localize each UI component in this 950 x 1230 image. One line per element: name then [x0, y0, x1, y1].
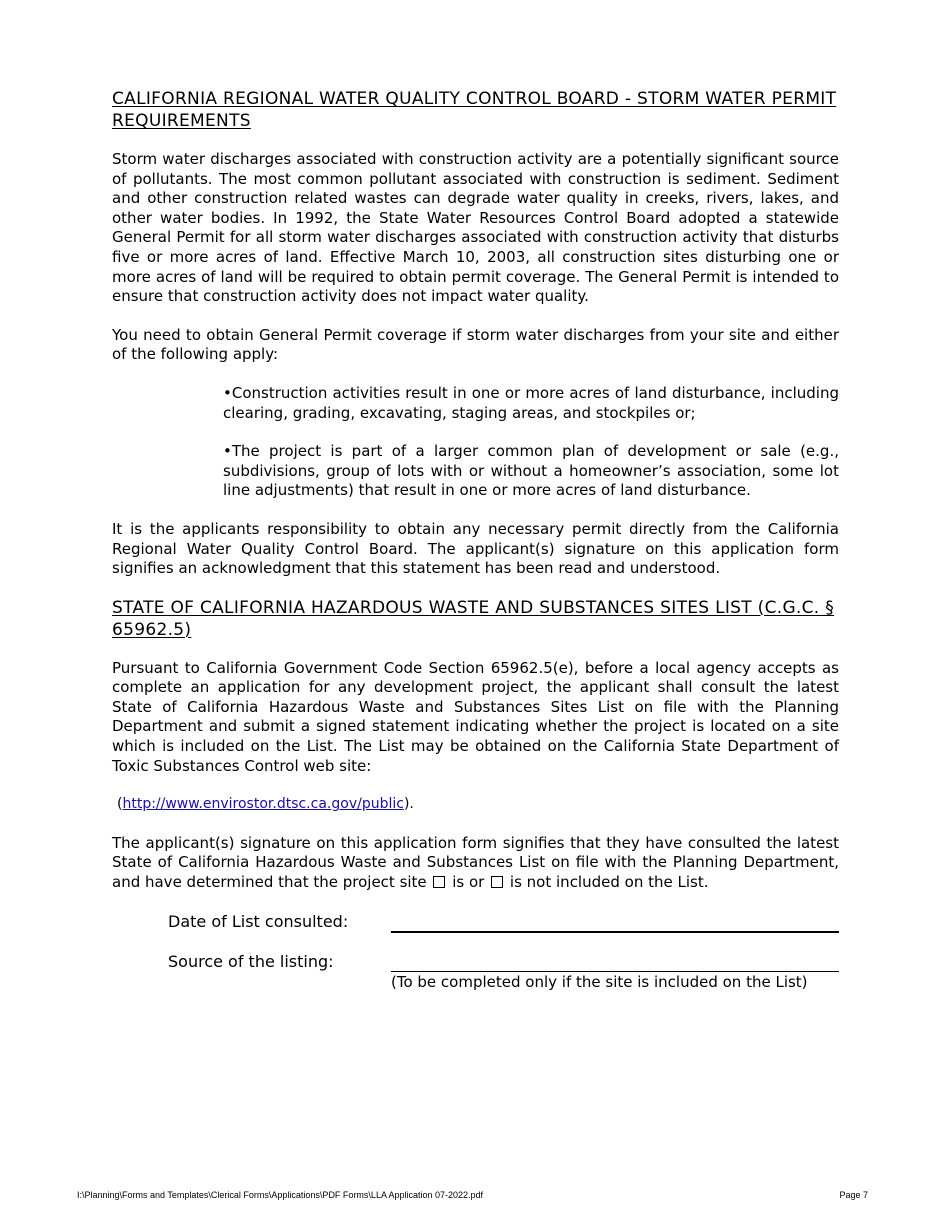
government-code-paragraph: Pursuant to California Government Code Section 65962.5(e), before a local agency accepts as complete an application for any development project, the applicant shall consult the latest State of California Hazardous Waste and Substances Sites List on file with the Planning Department and submit a signed statement indicating whether the project is located on a site which is included on the List. The List may be obtained on the California State Department of Toxic Substances Control web site: [112, 658, 839, 775]
hazardous-waste-heading: STATE OF CALIFORNIA HAZARDOUS WASTE AND SUBSTANCES SITES LIST (C.G.C. § 65962.5) [112, 597, 835, 640]
storm-water-heading: CALIFORNIA REGIONAL WATER QUALITY CONTROL BOARD - STORM WATER PERMIT REQUIREMENTS [112, 89, 837, 131]
storm-water-intro-paragraph: Storm water discharges associated with construction activity are a potentially significant source of pollutants. The most common pollutant associated with construction is sediment. Sediment and other construction related wastes can degrade water quality in creeks, rivers, lakes, and other water bodies. In 1992, the State Water Resources Control Board adopted a statewide General Permit for all storm water discharges associated with construction activity that disturbs five or more acres of land. Effective March 10, 2003, all construction sites disturbing one or more acres of land will be required to obtain permit coverage. The General Permit is intended to ensure that construction activity does not impact water quality. [112, 150, 839, 306]
listing-source-row [168, 951, 839, 991]
listing-source-label: Source of the listing: [168, 951, 334, 971]
footer-file-path: I:\Planning\Forms and Templates\Clerical Forms\Applications\PDF Forms\LLA Application 07-2022.pdf [77, 1190, 484, 1200]
permit-coverage-paragraph: You need to obtain General Permit coverage if storm water discharges from your site and either of the following apply: [112, 325, 839, 364]
criteria-item-common-plan: •The project is part of a larger common plan of development or sale (e.g., subdivisions, group of lots with or without a homeowner’s association, some lot line adjustments) that result in one or more acres of land disturbance. [223, 442, 839, 500]
envirostor-link-line [117, 795, 839, 815]
is-not-included-checkbox[interactable] [491, 876, 503, 888]
link-close-paren: ). [403, 796, 414, 813]
page-number: Page 7 [839, 1190, 868, 1200]
link-open-paren: ( [117, 796, 123, 813]
date-consulted-label: Date of List consulted: [168, 911, 349, 931]
date-consulted-row [168, 912, 839, 932]
site-determination-paragraph [112, 834, 839, 893]
determination-text-end: included on the List. [556, 873, 709, 892]
criteria-item-land-disturbance: •Construction activities result in one or more acres of land disturbance, including clearing, grading, excavating, staging areas, and stockpiles or; [223, 383, 839, 422]
determination-text: The applicant(s) signature on this application form signifies that they have consulted the latest State of California Hazardous Waste and Substances List on file with the Planning Department, and have determined that the project site [112, 833, 839, 892]
list-consultation-fields [112, 912, 839, 1002]
envirostor-link[interactable]: http://www.envirostor.dtsc.ca.gov/public [122, 796, 404, 813]
date-consulted-field[interactable] [391, 931, 839, 933]
is-included-checkbox[interactable] [433, 876, 445, 888]
listing-source-note: (To be completed only if the site is included on the List) [391, 972, 808, 991]
applicant-responsibility-paragraph: It is the applicants responsibility to obtain any necessary permit directly from the California Regional Water Quality Control Board. The applicant(s) signature on this application form signifies an acknowledgment that this statement has been read and understood. [112, 519, 839, 578]
coverage-criteria-list [223, 384, 839, 501]
is-included-label: is or [452, 873, 485, 892]
document-page [112, 88, 839, 1002]
is-not-included-label: is not [509, 873, 552, 892]
